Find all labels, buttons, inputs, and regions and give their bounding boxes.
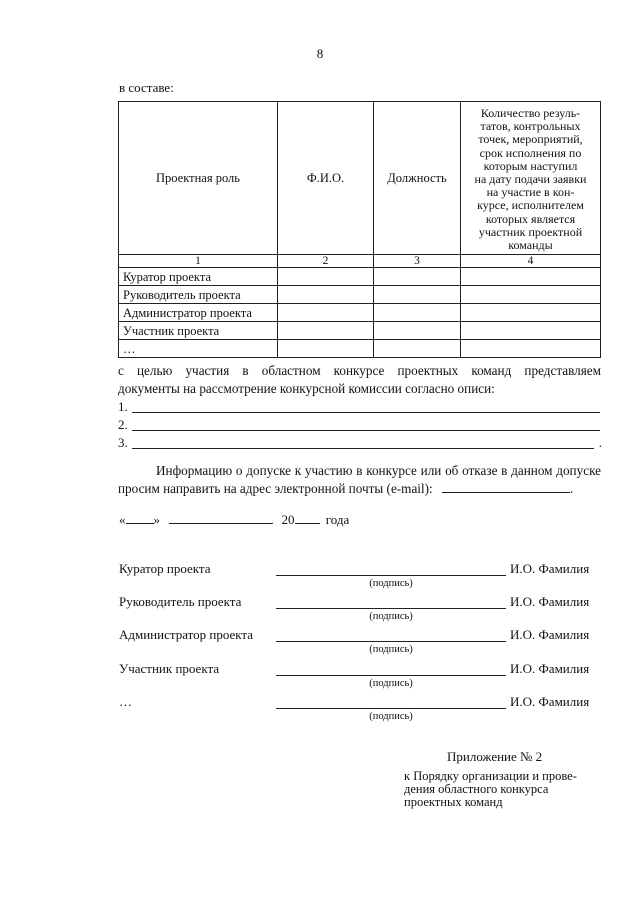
info-line: Информацию о допуске к участию в конкурсе или об отказе в данном допуске [156,463,601,478]
appendix-text: к Порядку организации и прове- дения областного конкурса проектных команд [404,769,577,809]
signature-line[interactable] [276,575,506,576]
signature-name: И.О. Фамилия [510,561,590,576]
count-cell[interactable] [461,340,601,358]
signature-line[interactable] [276,641,506,642]
page-number: 8 [316,46,324,61]
signature-caption: (подпись) [369,578,413,589]
signature-caption: (подпись) [369,611,413,622]
year-blank[interactable] [295,512,320,524]
month-blank[interactable] [169,512,273,524]
list-item[interactable] [118,435,602,452]
role-cell: Куратор проекта [119,268,278,286]
table-row [119,322,601,340]
fio-cell[interactable] [278,322,374,340]
purpose-line: с целью участия в областном конкурсе проектных команд представляем [118,363,601,378]
table-row [119,304,601,322]
list-number: 3. [118,435,128,450]
appendix-title: Приложение № 2 [447,749,543,764]
date-line [119,512,349,528]
purpose-line: документы на рассмотрение конкурсной комиссии согласно описи: [118,381,495,396]
position-cell[interactable] [374,340,461,358]
open-quote: « [119,512,126,527]
list-item[interactable] [118,417,602,434]
column-number: 4 [461,255,601,268]
year-prefix: 20 [281,512,295,527]
list-item[interactable] [118,399,602,416]
signature-role: … [119,694,132,709]
column-number: 2 [278,255,374,268]
count-cell[interactable] [461,304,601,322]
year-suffix: года [325,512,350,527]
table-number-row [119,255,601,268]
day-blank[interactable] [126,512,154,524]
signature-role: Куратор проекта [119,561,211,576]
signature-name: И.О. Фамилия [510,661,590,676]
role-cell: Руководитель проекта [119,286,278,304]
list-number: 1. [118,399,128,414]
column-number: 1 [119,255,278,268]
signature-name: И.О. Фамилия [510,594,590,609]
email-blank[interactable] [442,481,570,493]
fio-cell[interactable] [278,340,374,358]
table-row [119,286,601,304]
position-cell[interactable] [374,322,461,340]
header-results-count: Количество резуль- татов, контрольных точек, мероприятий, срок исполнения по которым наступил на дату подачи заявки на участие в кон- курсе, исполнителем которых является участник проектной команды [461,102,601,255]
signature-role: Участник проекта [119,661,220,676]
intro-text: в составе: [119,80,174,95]
signature-line[interactable] [276,608,506,609]
signature-name: И.О. Фамилия [510,627,590,642]
position-cell[interactable] [374,286,461,304]
list-number: 2. [118,417,128,432]
role-cell: Участник проекта [119,322,278,340]
table-row [119,268,601,286]
fio-cell[interactable] [278,304,374,322]
count-cell[interactable] [461,286,601,304]
purpose-paragraph [118,362,601,398]
signature-role: Руководитель проекта [119,594,242,609]
signature-name: И.О. Фамилия [510,694,590,709]
info-line: просим направить на адрес электронной почты (e-mail): [118,481,433,496]
fio-cell[interactable] [278,268,374,286]
info-paragraph: Информацию о допуске к участию в конкурсе или об отказе в данном допуске просим направить на адрес электронной почты (e-mail): . [118,463,601,496]
signature-role: Администратор проекта [119,627,254,642]
signature-line[interactable] [276,675,506,676]
count-cell[interactable] [461,322,601,340]
team-table [118,101,601,358]
count-cell[interactable] [461,268,601,286]
role-cell: … [119,340,278,358]
position-cell[interactable] [374,268,461,286]
header-fio: Ф.И.О. [278,102,374,255]
signature-line[interactable] [276,708,506,709]
fio-cell[interactable] [278,286,374,304]
header-position: Должность [374,102,461,255]
signature-caption: (подпись) [369,711,413,722]
table-header-row [119,102,601,255]
table-row [119,340,601,358]
signature-caption: (подпись) [369,644,413,655]
list-end-dot: . [598,435,602,450]
position-cell[interactable] [374,304,461,322]
header-role: Проектная роль [119,102,278,255]
signature-caption: (подпись) [369,678,413,689]
close-quote: » [153,512,160,527]
column-number: 3 [374,255,461,268]
role-cell: Администратор проекта [119,304,278,322]
